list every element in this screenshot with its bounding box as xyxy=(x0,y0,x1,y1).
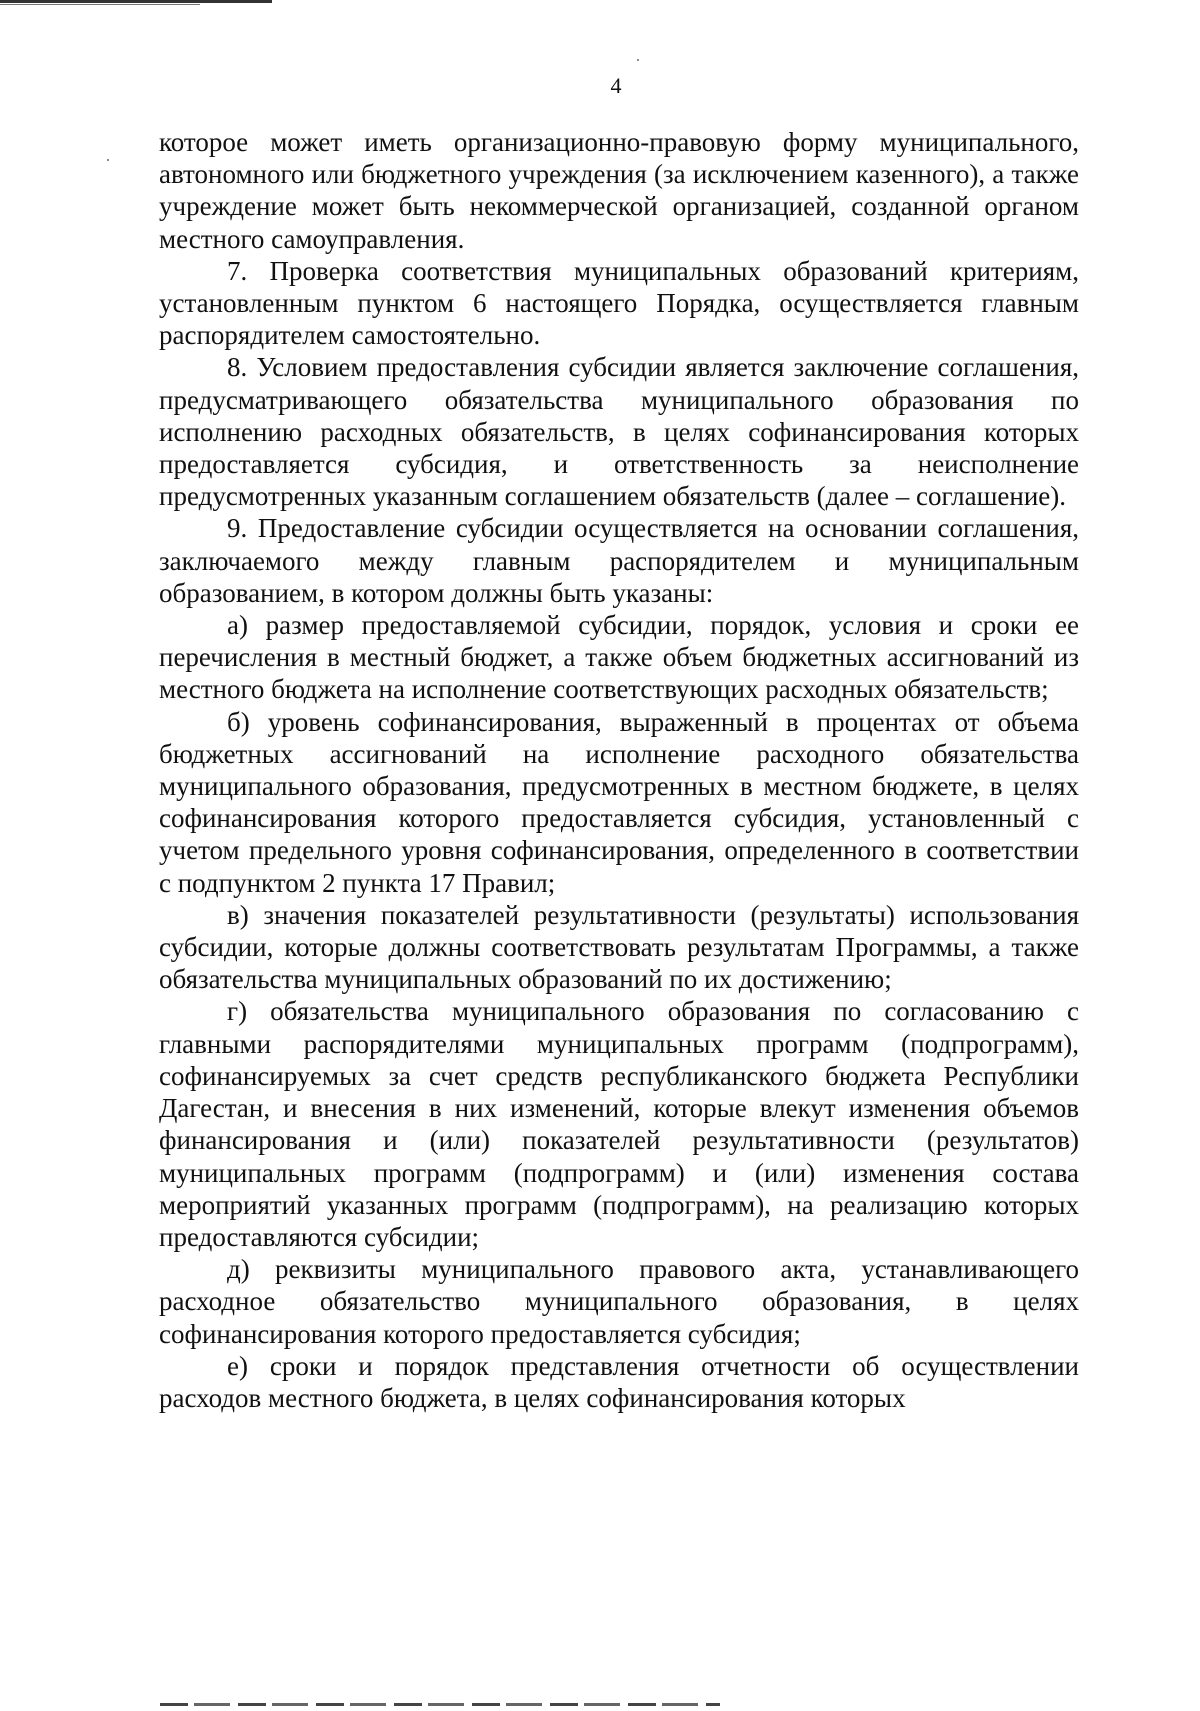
scan-speck xyxy=(637,59,639,61)
subitem-e: е) сроки и порядок представления отчетности об осуществлении расходов местного бюджета, в целях софинансирования которых xyxy=(159,1350,1079,1413)
paragraph-item-9: 9. Предоставление субсидии осуществляется на основании соглашения, заключаемого между главным распорядителем и муниципальным образованием, в котором должны быть указаны: xyxy=(159,513,1079,608)
page-number: 4 xyxy=(610,73,622,98)
subitem-b: б) уровень софинансирования, выраженный в процентах от объема бюджетных ассигнований на исполнение расходного обязательства муниципального образования, предусмотренных в местном бюджете, в целях софинансирования которого предоставляется субсидия, установленный с учетом предельного уровня софинансирования, определенного в соответствии с подпунктом 2 пункта 17 Правил; xyxy=(159,706,1079,898)
subitem-v: в) значения показателей результативности (результаты) использования субсидии, которые должны соответствовать результатам Программы, а также обязательства муниципальных образований по их достижению; xyxy=(159,899,1079,995)
subitem-a: а) размер предоставляемой субсидии, порядок, условия и сроки ее перечисления в местный бюджет, а также объем бюджетных ассигнований из местного бюджета на исполнение соответствующих расходных обязательств; xyxy=(159,610,1079,705)
paragraph-item-7: 7. Проверка соответствия муниципальных образований критериям, установленным пунктом 6 настоящего Порядка, осуществляется главным распорядителем самостоятельно. xyxy=(159,255,1079,351)
subitem-d: д) реквизиты муниципального правового акта, устанавливающего расходное обязательство муниципального образования, в целях софинансирования которого предоставляется субсидия; xyxy=(159,1254,1079,1349)
paragraph-item-8: 8. Условием предоставления субсидии является заключение соглашения, предусматривающего обязательства муниципального образования по исполнению расходных обязательств, в целях софинансирования которых предоставляется субсидия, и ответственность за неисполнение предусмотренных указанным соглашением обязательств (далее – соглашение). xyxy=(159,352,1079,512)
scan-edge-line-top-thin xyxy=(0,4,200,5)
paragraph-continuation: которое может иметь организационно-правовую форму муниципального, автономного или бюджетного учреждения (за исключением казенного), а также учреждение может быть некоммерческой организацией, созданной органом местного самоуправления. xyxy=(159,127,1079,254)
scan-edge-line-top xyxy=(0,0,272,3)
document-body xyxy=(159,126,1079,1414)
scan-speck xyxy=(107,159,109,161)
subitem-g: г) обязательства муниципального образования по согласованию с главными распорядителями муниципальных программ (подпрограмм), софинансируемых за счет средств республиканского бюджета Республики Дагестан, и внесения в них изменений, которые влекут изменения объемов финансирования и (или) показателей результативности (результатов) муниципальных программ (подпрограмм) и (или) изменения состава мероприятий указанных программ (подпрограмм), на реализацию которых предоставляются субсидии; xyxy=(159,996,1079,1252)
scan-edge-line-bottom xyxy=(160,1703,720,1706)
